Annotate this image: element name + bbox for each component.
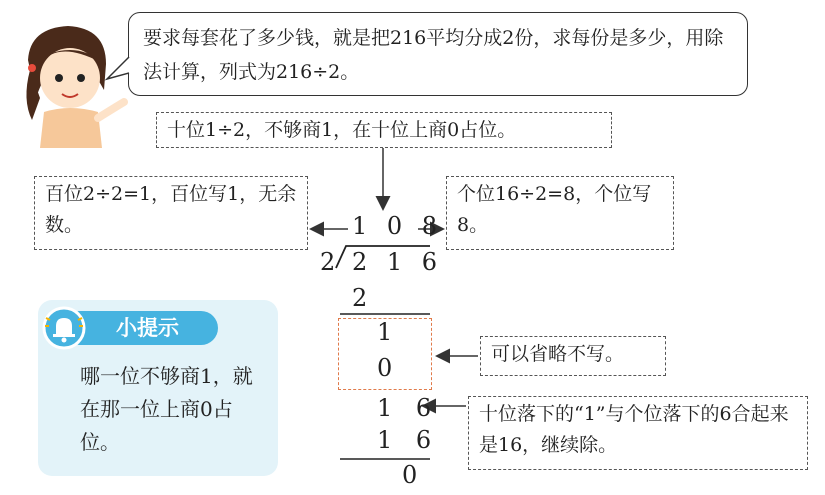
step-3: 0: [377, 354, 393, 382]
note-bring-down: 十位落下的“1”与个位落下的6合起来是16，继续除。: [479, 403, 789, 456]
remainder: 0: [402, 461, 418, 489]
divisor: 2: [320, 248, 336, 276]
note-omit: 可以省略不写。: [491, 343, 625, 365]
speech-text: 要求每套花了多少钱，就是把216平均分成2份，求每份是多少，用除法计算，列式为216÷2。: [143, 27, 724, 83]
tip-title: 小提示: [76, 311, 218, 345]
bell-icon: [40, 304, 88, 352]
step-2: 1: [377, 318, 393, 346]
dividend: 2 1 6: [352, 248, 444, 276]
note-ones: 个位16÷2=8，个位写8。: [457, 183, 652, 236]
note-tens: 十位1÷2，不够商1，在十位上商0占位。: [167, 119, 517, 141]
step-4: 1 6: [377, 394, 440, 422]
note-hundreds: 百位2÷2=1，百位写1，无余数。: [45, 183, 297, 236]
quotient: 1 0 8: [352, 212, 444, 240]
tip-text: 哪一位不够商1，就在那一位上商0占位。: [80, 364, 253, 454]
note-bring-down-box: [468, 396, 808, 470]
step-1: 2: [352, 284, 368, 312]
step-5: 1 6: [377, 426, 440, 454]
note-omit-box: [480, 336, 666, 376]
